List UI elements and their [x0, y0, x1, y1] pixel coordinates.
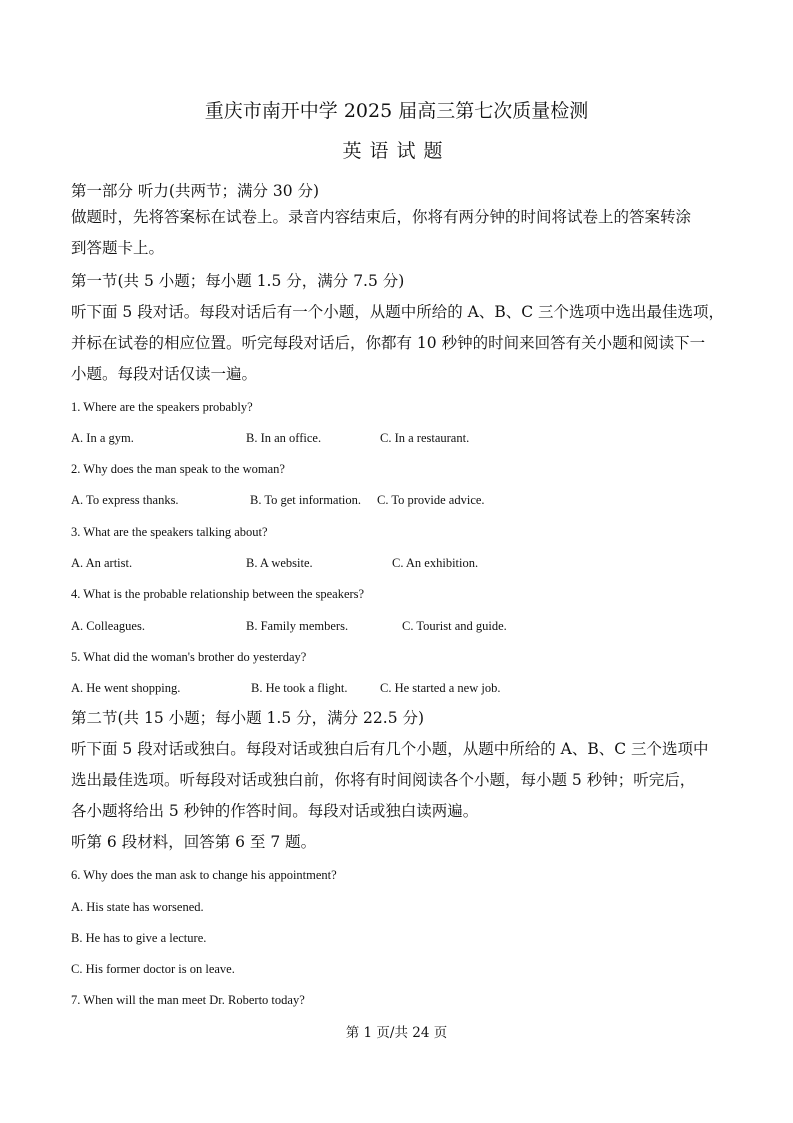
- section2-line3: 各小题将给出 5 秒钟的作答时间。每段对话或独白读两遍。: [71, 802, 479, 820]
- exam-title: 重庆市南开中学 2025 届高三第七次质量检测: [204, 100, 589, 122]
- section1-line3: 小题。每段对话仅读一遍。: [71, 365, 258, 383]
- option-a: A. An artist.: [71, 556, 133, 570]
- question-stem: 7. When will the man meet Dr. Roberto today?: [71, 993, 305, 1007]
- section1-heading: 第一节(共 5 小题；每小题 1.5 分，满分 7.5 分): [71, 272, 405, 290]
- option-a: A. His state has worsened.: [71, 900, 204, 914]
- option-c: C. His former doctor is on leave.: [71, 962, 235, 976]
- part1-heading: 第一部分 听力(共两节；满分 30 分): [71, 182, 320, 200]
- question-stem: 3. What are the speakers talking about?: [71, 525, 268, 539]
- section2-heading: 第二节(共 15 小题；每小题 1.5 分，满分 22.5 分): [71, 709, 425, 727]
- option-c: C. He started a new job.: [380, 681, 501, 695]
- page-number: 第 1 页/共 24 页: [345, 1025, 448, 1041]
- part1-instruction-line2: 到答题卡上。: [71, 239, 165, 257]
- question-stem: 1. Where are the speakers probably?: [71, 400, 253, 414]
- option-c: C. In a restaurant.: [380, 431, 470, 445]
- option-c: C. Tourist and guide.: [402, 619, 507, 633]
- option-a: A. To express thanks.: [71, 493, 179, 507]
- option-b: B. To get information.: [250, 493, 362, 507]
- section1-line1: 听下面 5 段对话。每段对话后有一个小题，从题中所给的 A、B、C 三个选项中选出最佳选项，: [71, 303, 725, 321]
- question-stem: 4. What is the probable relationship between the speakers?: [71, 587, 365, 601]
- exam-subject: 英语试题: [342, 140, 451, 162]
- option-b: B. He has to give a lecture.: [71, 931, 207, 945]
- section1-line2: 并标在试卷的相应位置。听完每段对话后，你都有 10 秒钟的时间来回答有关小题和阅读下一: [71, 334, 706, 352]
- option-a: A. In a gym.: [71, 431, 134, 445]
- option-a: A. Colleagues.: [71, 619, 145, 633]
- question-stem: 5. What did the woman's brother do yesterday?: [71, 650, 307, 664]
- option-b: B. A website.: [246, 556, 313, 570]
- option-b: B. He took a flight.: [251, 681, 348, 695]
- section2-line2: 选出最佳选项。听每段对话或独白前，你将有时间阅读各个小题，每小题 5 秒钟；听完后，: [71, 771, 696, 789]
- question-stem: 2. Why does the man speak to the woman?: [71, 462, 285, 476]
- option-b: B. Family members.: [246, 619, 349, 633]
- part1-instruction-line1: 做题时，先将答案标在试卷上。录音内容结束后，你将有两分钟的时间将试卷上的答案转涂: [71, 208, 692, 226]
- question-stem: 6. Why does the man ask to change his appointment?: [71, 868, 337, 882]
- option-c: C. An exhibition.: [392, 556, 479, 570]
- section2-line1: 听下面 5 段对话或独白。每段对话或独白后有几个小题，从题中所给的 A、B、C 三个选项中: [71, 740, 709, 758]
- option-a: A. He went shopping.: [71, 681, 181, 695]
- option-b: B. In an office.: [246, 431, 322, 445]
- material-6-instruction: 听第 6 段材料，回答第 6 至 7 题。: [71, 833, 317, 851]
- option-c: C. To provide advice.: [377, 493, 485, 507]
